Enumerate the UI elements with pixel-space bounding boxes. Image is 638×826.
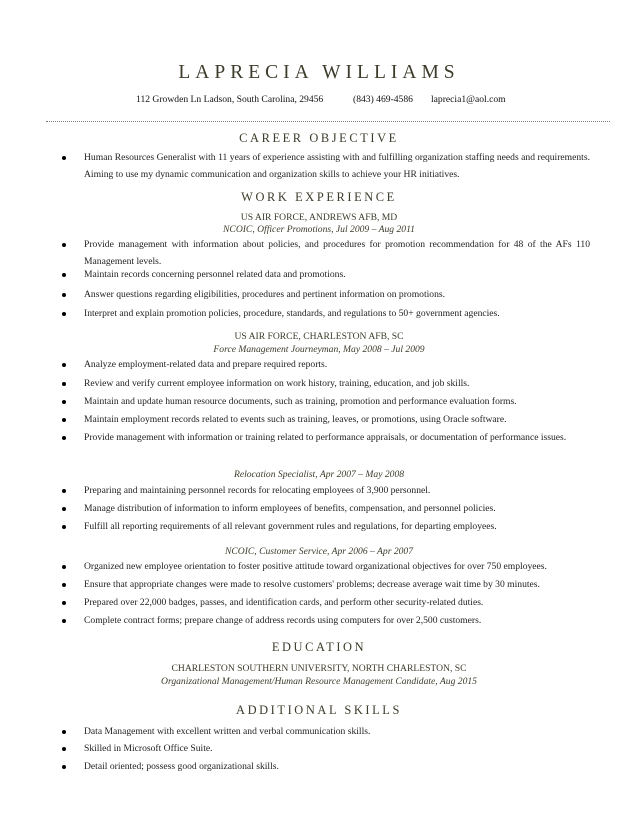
bullet-icon bbox=[62, 619, 66, 623]
bullet-icon bbox=[62, 601, 66, 605]
bullet-icon bbox=[62, 730, 66, 734]
job-role: Force Management Journeyman, May 2008 – Jul 2009 bbox=[213, 344, 425, 355]
bullet-icon bbox=[62, 156, 66, 160]
resume-page: LAPRECIA WILLIAMS 112 Growden Ln Ladson, South Carolina, 29456 (843) 469-4586 laprecia1@aol.com CAREER OBJECTIVE Human Resources Generalist with 11 years of experience assisting with and fulfilling organization staffing needs and requirements. Aiming to use my dynamic communication and organization skills to achieve your HR initiatives. WORK EXPERIENCE US AIR FORCE, ANDREWS AFB, MD NCOIC, Officer Promotions, Jul 2009 – Aug 2011 Provide management with information about policies, and procedures for promotion recommendation for 48 of the AFs 110 Management levels. Maintain records concerning personnel related data and promotions. Answer questions regarding eligibilities, procedures and pertinent information on promotions. Interpret and explain promotion policies, procedure, standards, and regulations to 50+ government agencies. US AIR FORCE, CHARLESTON AFB, SC Force Management Journeyman, May 2008 – Jul 2009 Analyze employment-related data and prepare required reports. Review and verify current employee information on work history, training, education, and job skills. Maintain and update human resource documents, such as training, promotion and performance evaluation forms. Maintain employment records related to events such as training, leaves, or promotions, using Oracle software. Provide management with information or training related to performance appraisals, or documentation of performance issues. Relocation Specialist, Apr 2007 – May 2008 Preparing and maintaining personnel records for relocating employees of 3,900 personnel. Manage distribution of information to inform employees of benefits, compensation, and personnel policies. Fulfill all reporting requirements of all relevant government rules and regulations, for departing employees. NCOIC, Customer Service, Apr 2006 – Apr 2007 Organized new employee orientation to foster positive attitude toward organizational objectives for over 750 employees. Ensure that appropriate changes were made to resolve customers' problems; decrease average wait time by 30 minutes. Prepared over 22,000 badges, passes, and identification cards, and perform other security-related duties. Complete contract forms; prepare change of address records using computers for over 2,500 customers. EDUCATION CHARLESTON SOUTHERN UNIVERSITY, NORTH CHARLESTON, SC Organizational Management/Human Resource Management Candidate, Aug 2015 ADDITIONAL SKILLS Data Management with excellent written and verbal communication skills. Skilled in Microsoft Office Suite. Detail oriented; possess good organizational skills. bbox=[0, 0, 638, 826]
bullet-icon bbox=[62, 293, 66, 297]
bullet-icon bbox=[62, 489, 66, 493]
section-title-work: WORK EXPERIENCE bbox=[241, 190, 397, 204]
bullet-icon bbox=[62, 400, 66, 404]
bullet-icon bbox=[62, 583, 66, 587]
bullet-icon bbox=[62, 765, 66, 769]
job-role: NCOIC, Customer Service, Apr 2006 – Apr 2007 bbox=[224, 546, 414, 557]
bullet-icon bbox=[62, 565, 66, 569]
degree: Organizational Management/Human Resource Management Candidate, Aug 2015 bbox=[161, 676, 477, 687]
bullet-icon bbox=[62, 436, 66, 440]
bullet-icon bbox=[62, 507, 66, 511]
section-title-career: CAREER OBJECTIVE bbox=[239, 131, 399, 145]
bullet-icon bbox=[62, 418, 66, 422]
bullet-icon bbox=[62, 243, 66, 247]
bullet-icon bbox=[62, 363, 66, 367]
section-title-skills: ADDITIONAL SKILLS bbox=[236, 703, 402, 717]
school: CHARLESTON SOUTHERN UNIVERSITY, NORTH CHARLESTON, SC bbox=[171, 663, 467, 674]
bullet-icon bbox=[62, 312, 66, 316]
contact-line bbox=[136, 94, 536, 105]
bullet-icon bbox=[62, 747, 66, 751]
bullet-icon bbox=[62, 525, 66, 529]
job-org: US AIR FORCE, CHARLESTON AFB, SC bbox=[234, 331, 404, 342]
job-role: Relocation Specialist, Apr 2007 – May 2008 bbox=[233, 469, 405, 480]
header-divider bbox=[46, 121, 610, 122]
address: 112 Growden Ln Ladson, South Carolina, 29456 bbox=[136, 94, 324, 105]
email: laprecia1@aol.com bbox=[431, 94, 506, 105]
job-role: NCOIC, Officer Promotions, Jul 2009 – Aug 2011 bbox=[223, 224, 415, 235]
applicant-name: LAPRECIA WILLIAMS bbox=[178, 62, 460, 83]
bullet-icon bbox=[62, 382, 66, 386]
section-title-education: EDUCATION bbox=[271, 640, 367, 654]
job-org: US AIR FORCE, ANDREWS AFB, MD bbox=[240, 212, 398, 223]
phone: (843) 469-4586 bbox=[353, 94, 413, 105]
bullet-icon bbox=[62, 273, 66, 277]
